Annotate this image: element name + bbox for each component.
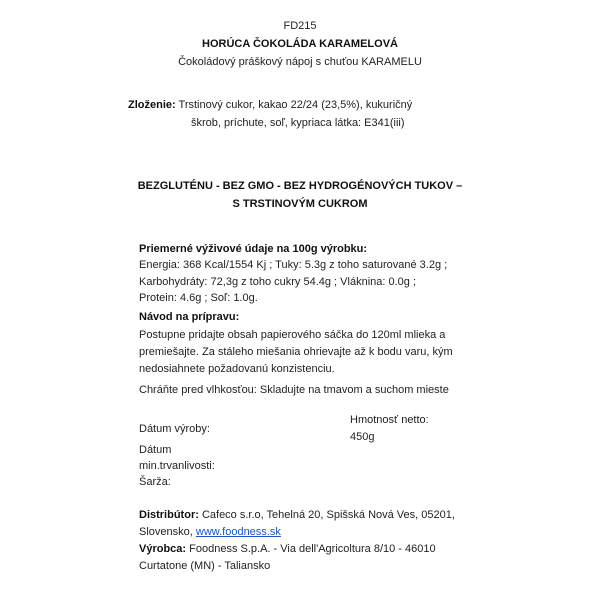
manufacturer-line-1 <box>139 541 579 557</box>
ingredients-label: Zloženie: <box>128 99 176 111</box>
net-weight-value: 450g <box>350 431 375 443</box>
ingredients-text-1: Trstinový cukor, kakao 22/24 (23,5%), kukuričný <box>175 99 413 111</box>
preparation-line-1: Postupne pridajte obsah papierového sáčka do 120ml mlieka a <box>139 329 446 341</box>
nutrition-line-3: Protein: 4.6g ; Soľ: 1.0g. <box>139 292 258 304</box>
product-code: FD215 <box>283 20 317 32</box>
preparation-line-3: nedosiahnete požadovanú konzistenciu. <box>139 363 335 375</box>
claims-line-2: S TRSTINOVÝM CUKROM <box>232 198 368 210</box>
nutrition-heading: Priemerné výživové údaje na 100g výrobku: <box>139 243 368 255</box>
distributor-country: Slovensko, <box>139 526 196 538</box>
claims-line-1: BEZGLUTÉNU - BEZ GMO - BEZ HYDROGÉNOVÝCH TUKOV – <box>137 180 463 192</box>
nutrition-line-2: Karbohydráty: 72,3g z toho cukry 54.4g ; Vláknina: 0.0g ; <box>139 276 417 288</box>
website-link[interactable]: www.foodness.sk <box>195 526 281 538</box>
preparation-line-2: premiešajte. Za stáleho miešania ohrievajte až k bodu varu, kým <box>139 346 453 358</box>
manufacturer-label: Výrobca: <box>139 543 187 555</box>
preparation-heading: Návod na prípravu: <box>139 311 240 323</box>
distributor-text-1: Cafeco s.r.o, Tehelná 20, Spišská Nová Ves, 05201, <box>198 509 455 521</box>
distributor-line-1 <box>139 507 579 523</box>
ingredients-line-2: škrob, príchute, soľ, kypriaca látka: E341(iii) <box>191 117 405 129</box>
net-weight-label: Hmotnosť netto: <box>350 414 429 426</box>
production-date-label: Dátum výroby: <box>139 423 210 435</box>
distributor-line-2 <box>139 524 281 540</box>
ingredients-line-1 <box>128 97 568 113</box>
product-name: HORÚCA ČOKOLÁDA KARAMELOVÁ <box>202 38 398 50</box>
product-subtitle: Čokoládový práškový nápoj s chuťou KARAMELU <box>178 56 422 68</box>
batch-label: Šarža: <box>139 476 171 488</box>
expiry-date-label-1: Dátum <box>139 444 172 456</box>
nutrition-line-1: Energia: 368 Kcal/1554 Kj ; Tuky: 5.3g z toho saturované 3.2g ; <box>139 259 448 271</box>
expiry-date-label-2: min.trvanlivosti: <box>139 460 215 472</box>
storage-note: Chráňte pred vlhkosťou: Skladujte na tmavom a suchom mieste <box>139 384 449 396</box>
distributor-label: Distribútor: <box>139 509 199 521</box>
manufacturer-text-1: Foodness S.p.A. - Via dell'Agricoltura 8/10 - 46010 <box>186 543 436 555</box>
manufacturer-line-2: Curtatone (MN) - Taliansko <box>139 560 271 572</box>
